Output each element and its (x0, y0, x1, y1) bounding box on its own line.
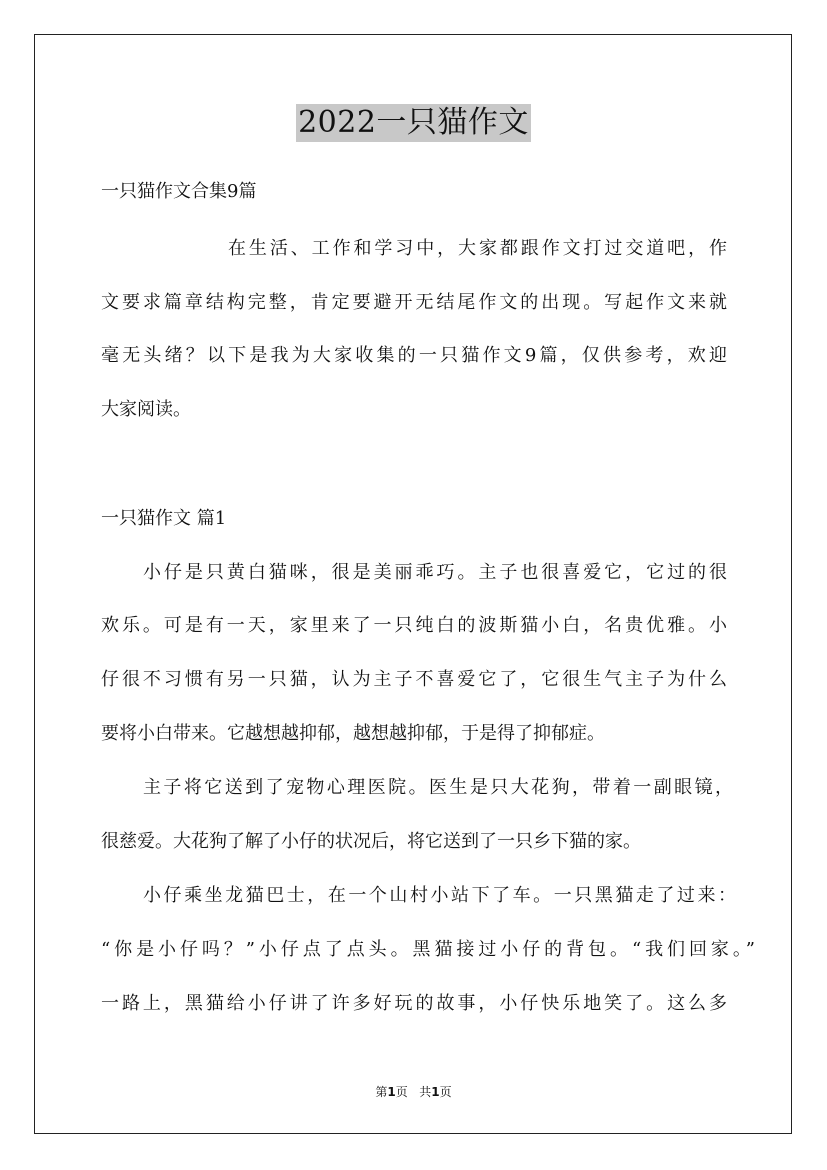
body-line: 很慈爱。大花狗了解了小仔的状况后，将它送到了一只乡下猫的家。 (101, 831, 641, 852)
footer-total-number: 1 (431, 1085, 440, 1099)
intro-line: 文要求篇章结构完整，肯定要避开无结尾作文的出现。写起作文来就 (101, 292, 727, 313)
body-line: “你是小仔吗？”小仔点了点头。黑猫接过小仔的背包。“我们回家。” (101, 939, 755, 960)
footer-total-prefix: 共 (419, 1085, 432, 1099)
body-line: 仔很不习惯有另一只猫，认为主子不喜爱它了，它很生气主子为什么 (101, 669, 727, 690)
page-footer (0, 1084, 827, 1100)
footer-page-prefix: 第 (375, 1085, 388, 1099)
body-line: 一路上，黑猫给小仔讲了许多好玩的故事，小仔快乐地笑了。这么多 (101, 993, 727, 1014)
intro-line: 大家阅读。 (101, 399, 191, 420)
document-title: 2022一只猫作文 (298, 105, 529, 140)
intro-line: 毫无头绪？以下是我为大家收集的一只猫作文9篇，仅供参考，欢迎 (101, 345, 727, 366)
footer-total-suffix: 页 (439, 1085, 452, 1099)
section-heading: 一只猫作文 篇1 (101, 508, 227, 529)
intro-line: 在生活、工作和学习中，大家都跟作文打过交道吧，作 (228, 238, 727, 259)
body-line: 主子将它送到了宠物心理医院。医生是只大花狗，带着一副眼镜， (143, 777, 733, 798)
body-line: 小仔是只黄白猫咪，很是美丽乖巧。主子也很喜爱它，它过的很 (143, 562, 727, 583)
body-line: 小仔乘坐龙猫巴士，在一个山村小站下了车。一只黑猫走了过来： (143, 885, 736, 906)
document-subtitle: 一只猫作文合集9篇 (101, 181, 257, 202)
body-line: 欢乐。可是有一天，家里来了一只纯白的波斯猫小白，名贵优雅。小 (101, 615, 727, 636)
footer-page-suffix: 页 (395, 1085, 408, 1099)
title-container (0, 104, 827, 142)
footer-page-number: 1 (387, 1085, 396, 1099)
body-line: 要将小白带来。它越想越抑郁，越想越抑郁，于是得了抑郁症。 (101, 723, 605, 744)
